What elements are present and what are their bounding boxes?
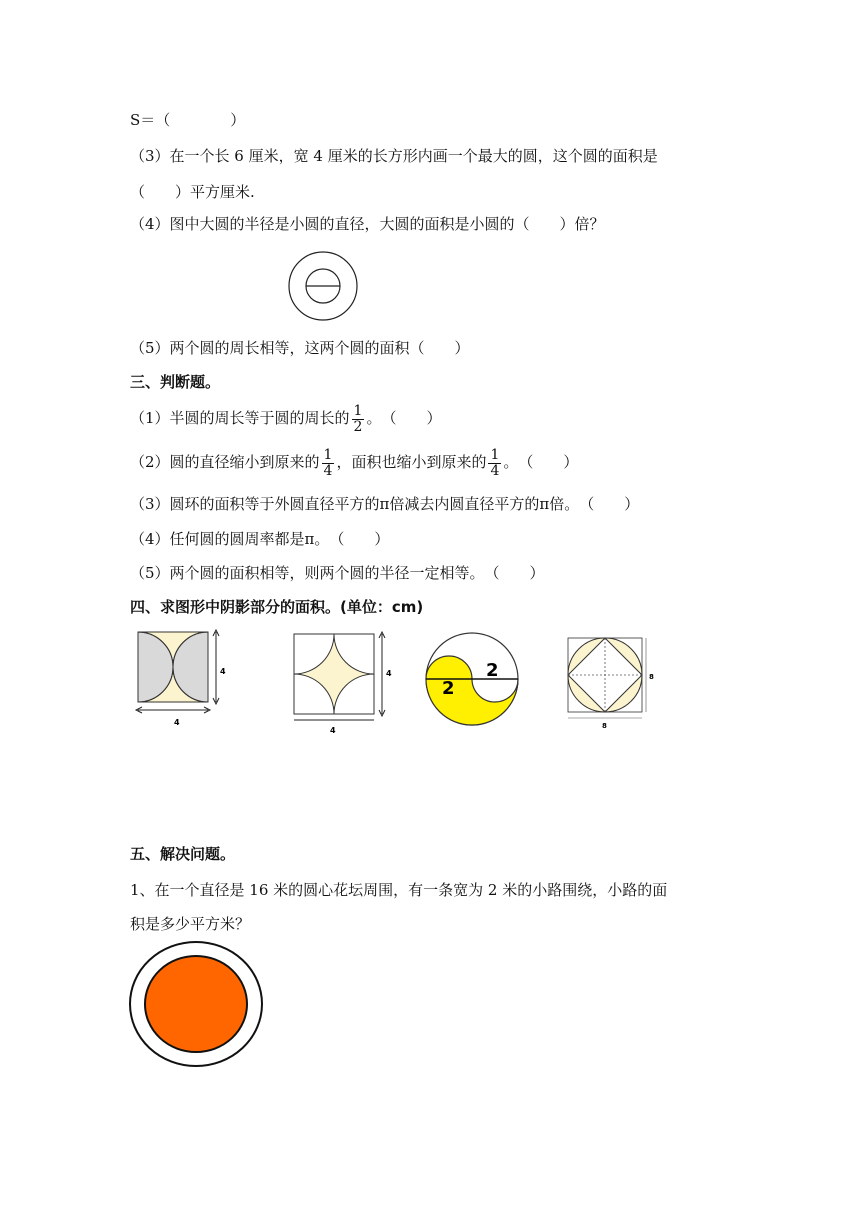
judge-q1-text: （1）半圆的周长等于圆的周长的 bbox=[130, 409, 350, 427]
fig1-bottom-label: 4 bbox=[174, 718, 180, 727]
judge-question-4: （4）任何圆的圆周率都是π。 （ ） bbox=[130, 530, 390, 548]
judge-question-5: （5）两个圆的面积相等，则两个圆的半径一定相等。 （ ） bbox=[130, 564, 545, 582]
problem-1-line2: 积是多少平方米？ bbox=[130, 915, 251, 933]
fig1-side-label: 4 bbox=[220, 667, 226, 676]
section-3-title: 三、判断题。 bbox=[130, 373, 221, 391]
shaded-figure-1 bbox=[130, 628, 230, 738]
fraction-one-quarter-a: $\frac{1}{4}$ bbox=[323, 446, 333, 479]
shaded-figure-3 bbox=[424, 630, 524, 730]
problem-1-line1: 1、在一个直径是 16 米的圆心花坛周围，有一条宽为 2 米的小路围绕，小路的面 bbox=[130, 881, 668, 899]
fraction-one-quarter-b: $\frac{1}{4}$ bbox=[490, 446, 500, 479]
fig3-right-label: 2 bbox=[486, 660, 499, 681]
nested-circles-figure bbox=[287, 250, 359, 322]
fig2-bottom-label: 4 bbox=[330, 726, 336, 735]
judge-question-3: （3）圆环的面积等于外圆直径平方的π倍减去内圆直径平方的π倍。 （ ） bbox=[130, 495, 640, 513]
section-4-title: 四、求图形中阴影部分的面积。(单位：cm) bbox=[130, 598, 424, 616]
shaded-figure-2 bbox=[290, 630, 400, 740]
question-3-line2: （ ）平方厘米. bbox=[130, 183, 255, 201]
judge-q1-paren: 。 （ ） bbox=[366, 409, 442, 427]
question-4: （4）图中大圆的半径是小圆的直径，大圆的面积是小圆的（ ）倍？ bbox=[130, 215, 605, 233]
judge-q2-paren: 。 （ ） bbox=[503, 453, 579, 471]
section-5-title: 五、解决问题。 bbox=[130, 845, 236, 863]
flower-bed-figure bbox=[128, 940, 266, 1070]
s-blank-line: S＝（ ） bbox=[130, 111, 246, 129]
judge-question-1 bbox=[130, 398, 441, 438]
question-3-line1: （3）在一个长 6 厘米，宽 4 厘米的长方形内画一个最大的圆，这个圆的面积是 bbox=[130, 147, 658, 165]
judge-q2-text: （2）圆的直径缩小到原来的 bbox=[130, 453, 320, 471]
shaded-figure-4 bbox=[562, 632, 662, 732]
judge-q2-mid: ，面积也缩小到原来的 bbox=[336, 453, 487, 471]
fig4-side-label: 8 bbox=[649, 673, 654, 681]
fig3-left-label: 2 bbox=[442, 678, 455, 699]
judge-question-2 bbox=[130, 442, 578, 482]
question-5: （5）两个圆的周长相等，这两个圆的面积（ ） bbox=[130, 339, 470, 357]
fraction-one-half: $\frac{1}{2}$ bbox=[353, 402, 363, 435]
fig2-side-label: 4 bbox=[386, 669, 392, 678]
fig4-bottom-label: 8 bbox=[602, 722, 607, 730]
